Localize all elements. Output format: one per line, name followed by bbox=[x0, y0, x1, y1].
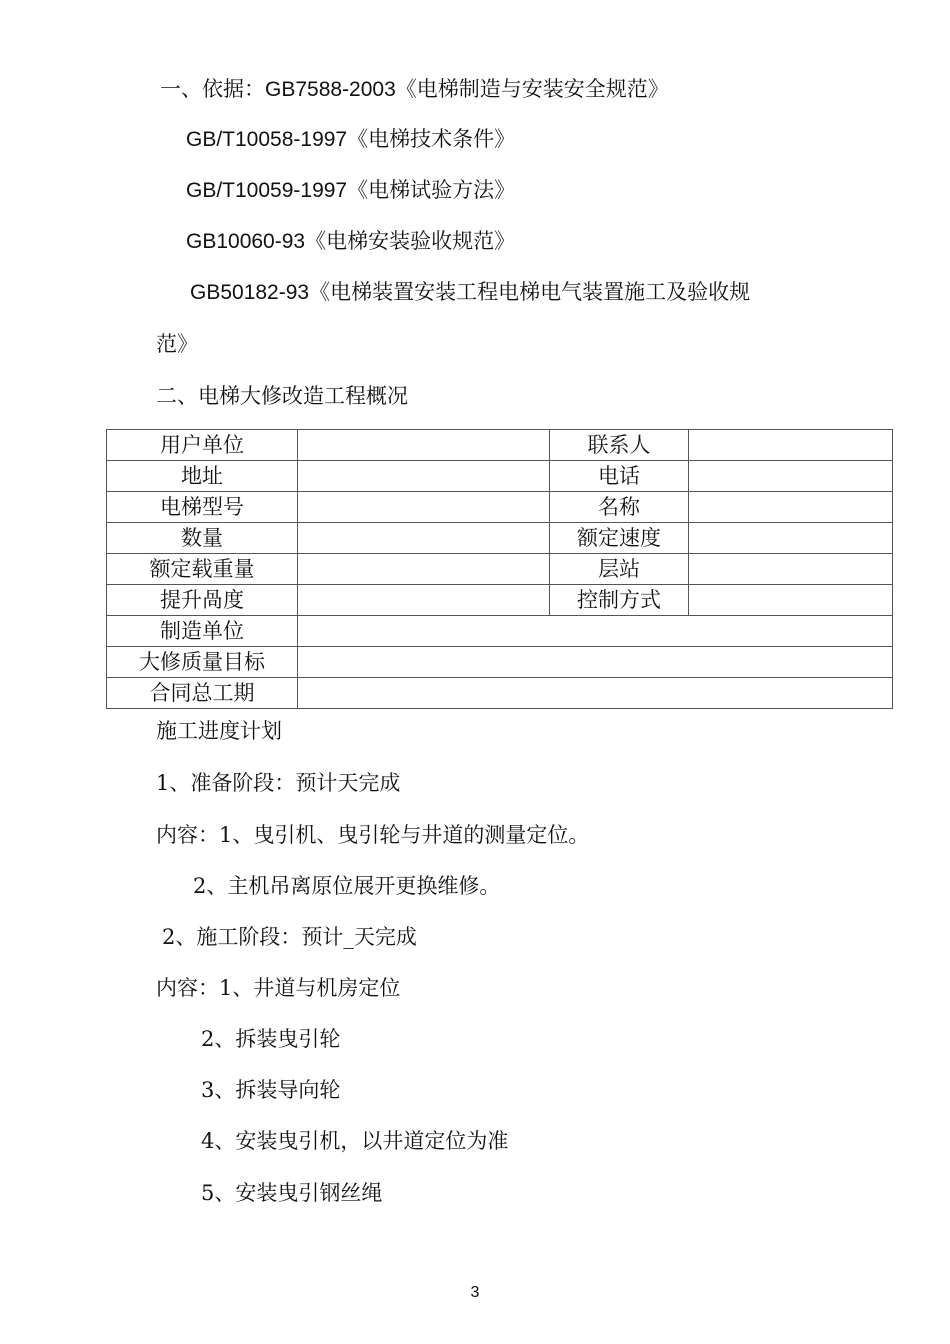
field-value bbox=[298, 430, 550, 461]
basis-line-1 bbox=[160, 74, 669, 105]
field-label: 额定速度 bbox=[550, 523, 689, 554]
field-value bbox=[298, 616, 893, 647]
schedule-heading: 施工进度计划 bbox=[156, 719, 282, 743]
basis-heading: 一、依据： bbox=[160, 77, 265, 101]
field-value bbox=[298, 461, 550, 492]
content-prefix: 内容： bbox=[156, 976, 219, 1000]
field-label: 大修质量目标 bbox=[107, 647, 298, 678]
stage2-title: 2、施工阶段：预计_天完成 bbox=[162, 925, 417, 949]
field-value bbox=[689, 492, 893, 523]
overview-table bbox=[106, 429, 893, 709]
field-label: 联系人 bbox=[550, 430, 689, 461]
list-item: 3、拆装导向轮 bbox=[201, 1078, 341, 1102]
table-row bbox=[107, 585, 893, 616]
field-value bbox=[298, 678, 893, 709]
standard-item-continuation: 范》 bbox=[156, 332, 198, 356]
standard-item: GB/T10059-1997《电梯试验方法》 bbox=[186, 179, 516, 202]
field-label: 数量 bbox=[107, 523, 298, 554]
table-row bbox=[107, 554, 893, 585]
field-label: 制造单位 bbox=[107, 616, 298, 647]
field-value bbox=[298, 523, 550, 554]
list-item: 5、安装曳引钢丝绳 bbox=[201, 1181, 383, 1205]
field-value bbox=[689, 523, 893, 554]
field-value bbox=[689, 430, 893, 461]
field-label: 提升咼度 bbox=[107, 585, 298, 616]
field-label: 合同总工期 bbox=[107, 678, 298, 709]
stage1-content-line bbox=[156, 820, 589, 850]
list-item: 1、井道与机房定位 bbox=[219, 976, 401, 1000]
field-label: 名称 bbox=[550, 492, 689, 523]
list-item: 2、拆装曳引轮 bbox=[201, 1027, 341, 1051]
list-item: 1、曳引机、曳引轮与井道的测量定位。 bbox=[219, 823, 590, 847]
standard-item: GB50182-93《电梯装置安装工程电梯电气装置施工及验收规 bbox=[190, 281, 751, 304]
table-row bbox=[107, 523, 893, 554]
standard-item: GB/T10058-1997《电梯技术条件》 bbox=[186, 128, 516, 151]
stage2-content-line bbox=[156, 973, 400, 1003]
table-row bbox=[107, 430, 893, 461]
field-label: 电梯型号 bbox=[107, 492, 298, 523]
content-prefix: 内容： bbox=[156, 823, 219, 847]
field-label: 额定载重量 bbox=[107, 554, 298, 585]
field-label: 控制方式 bbox=[550, 585, 689, 616]
field-value bbox=[298, 554, 550, 585]
table-row bbox=[107, 461, 893, 492]
field-value bbox=[298, 492, 550, 523]
standard-item: GB7588-2003《电梯制造与安装安全规范》 bbox=[265, 78, 669, 101]
table-row bbox=[107, 647, 893, 678]
table-row bbox=[107, 492, 893, 523]
standard-item: GB10060-93《电梯安装验收规范》 bbox=[186, 230, 516, 253]
field-value bbox=[298, 647, 893, 678]
field-value bbox=[689, 585, 893, 616]
field-label: 地址 bbox=[107, 461, 298, 492]
field-value bbox=[689, 554, 893, 585]
stage1-title: 1、准备阶段：预计天完成 bbox=[156, 771, 401, 795]
field-label: 层站 bbox=[550, 554, 689, 585]
field-value bbox=[298, 585, 550, 616]
field-value bbox=[689, 461, 893, 492]
table-row bbox=[107, 616, 893, 647]
field-label: 用户单位 bbox=[107, 430, 298, 461]
overview-heading: 二、电梯大修改造工程概况 bbox=[156, 384, 408, 408]
page-number: 3 bbox=[470, 1284, 480, 1301]
list-item: 2、主机吊离原位展开更换维修。 bbox=[193, 874, 501, 898]
list-item: 4、安装曳引机，以井道定位为准 bbox=[201, 1129, 509, 1153]
table-row bbox=[107, 678, 893, 709]
field-label: 电话 bbox=[550, 461, 689, 492]
